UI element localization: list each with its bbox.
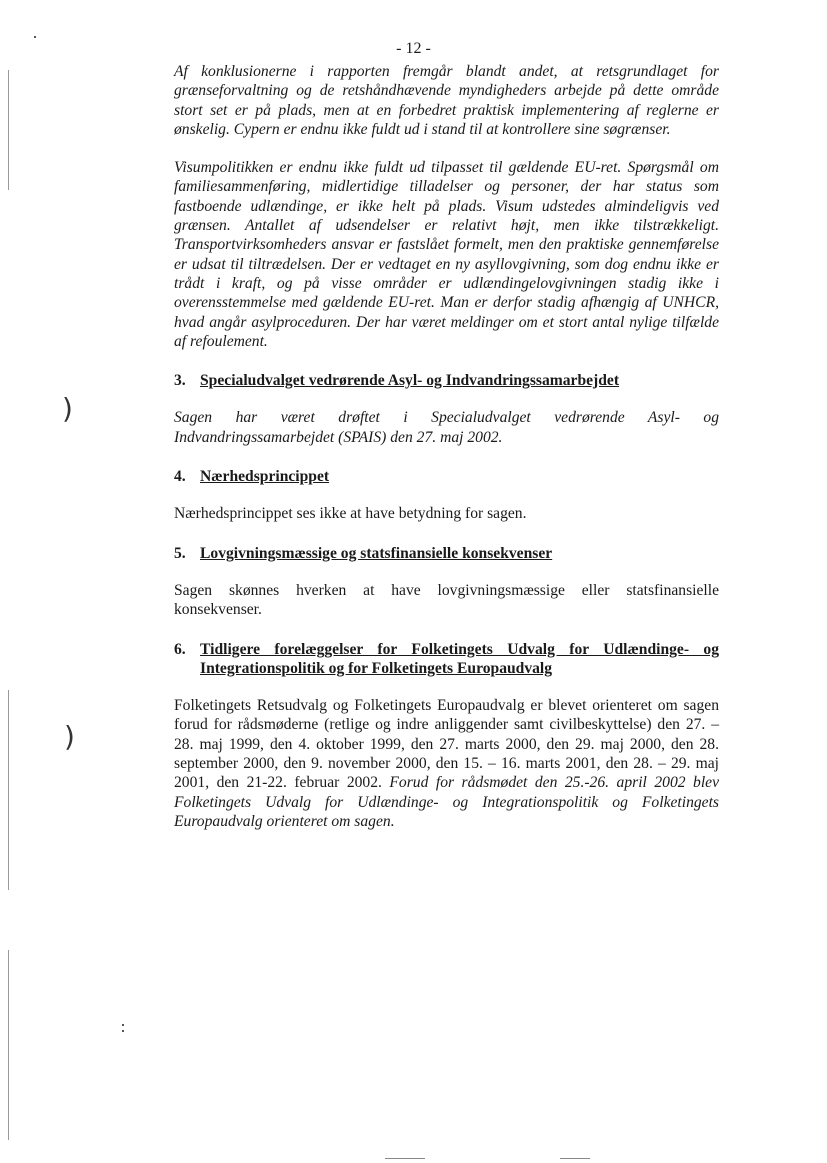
section-5-body: Sagen skønnes hverken at have lovgivningsmæssige eller statsfinansielle konsekvenser. [174, 581, 719, 619]
section-6-heading [174, 640, 719, 679]
scan-margin-line [8, 950, 9, 1140]
section-3-title: Specialudvalget vedrørende Asyl- og Indvandringssamarbejdet [200, 372, 620, 390]
scan-mark: ) [62, 392, 73, 425]
scan-dot [34, 36, 36, 38]
intro-paragraph-2: Visumpolitikken er endnu ikke fuldt ud tilpasset til gældende EU-ret. Spørgsmål om familiesammenføring, midlertidige tilladelser og personer, der har status som fastboende udlændinge, er ikke helt på plads. Visum udstedes almindeligvis ved grænsen. Antallet af udsendelser er relativt højt, men ikke tilstrækkeligt. Transportvirksomheders ansvar er fastslået formelt, men den praktiske gennemførelse er udsat til tiltrædelsen. Der er vedtaget en ny asyllovgivning, som dog endnu ikke er trådt i kraft, og på visse områder er udlændingelovgivningen stadig ikke i overensstemmelse med gældende EU-ret. Man er derfor stadig afhængig af UNHCR, hvad angår asylproceduren. Der har været meldinger om et stort antal nylige tilfælde af refoulement. [174, 159, 719, 350]
scan-bottom-line [385, 1158, 425, 1159]
section-3-body: Sagen har været drøftet i Specialudvalget vedrørende Asyl- og Indvandringssamarbejdet (SPAIS) den 27. maj 2002. [174, 409, 719, 446]
scan-bottom-line [560, 1158, 590, 1159]
section-3-number: 3. [174, 372, 186, 390]
section-6-body [174, 696, 719, 831]
section-6-body-italic: Forud for rådsmødet den 25.-26. april 2002 blev Folketingets Udvalg for Udlændinge- og Integrationspolitik og Folketingets Europaudvalg orienteret om sagen. [174, 774, 719, 830]
scan-mark: ) [64, 720, 75, 753]
section-4-heading [174, 467, 719, 486]
page-number: - 12 - [396, 40, 431, 57]
section-3-heading [174, 371, 719, 390]
section-4-number: 4. [174, 468, 186, 486]
section-6-title: Tidligere forelæggelser for Folketingets Udvalg for Udlændinge- og Integrationspolitik og for Folketingets Europaudvalg [200, 640, 719, 677]
document-body [174, 62, 719, 831]
scan-dot [122, 1024, 124, 1026]
section-4-body: Nærhedsprincippet ses ikke at have betydning for sagen. [174, 505, 527, 523]
section-5-title: Lovgivningsmæssige og statsfinansielle konsekvenser [200, 544, 553, 562]
section-4-title: Nærhedsprincippet [200, 468, 330, 486]
intro-paragraph-1: Af konklusionerne i rapporten fremgår blandt andet, at retsgrundlaget for grænseforvaltning og de retshåndhævende myndigheders arbejde på dette område stort set er på plads, men at en forbedret praktisk implementering af reglerne er ønskelig. Cypern er endnu ikke fuldt ud i stand til at kontrollere sine søgrænser. [174, 63, 719, 138]
scan-dot [122, 1030, 124, 1032]
section-5-number: 5. [174, 544, 186, 562]
scan-margin-line [8, 70, 9, 190]
section-6-body-regular: Folketingets Retsudvalg og Folketingets Europaudvalg er blevet orienteret om sagen forud for rådsmøderne (retlige og indre anliggender samt civilbeskyttelse) den 27. – 28. maj 1999, den 4. oktober 1999, den 27. marts 2000, den 29. maj 2000, den 28. september 2000, den 9. november 2000, den 15. – 16. marts 2001, den 28. – 29. maj 2001, den 21-22. februar 2002. [174, 697, 719, 792]
section-5-heading [174, 544, 719, 563]
section-6-number: 6. [174, 640, 186, 658]
scan-margin-line [8, 690, 9, 890]
